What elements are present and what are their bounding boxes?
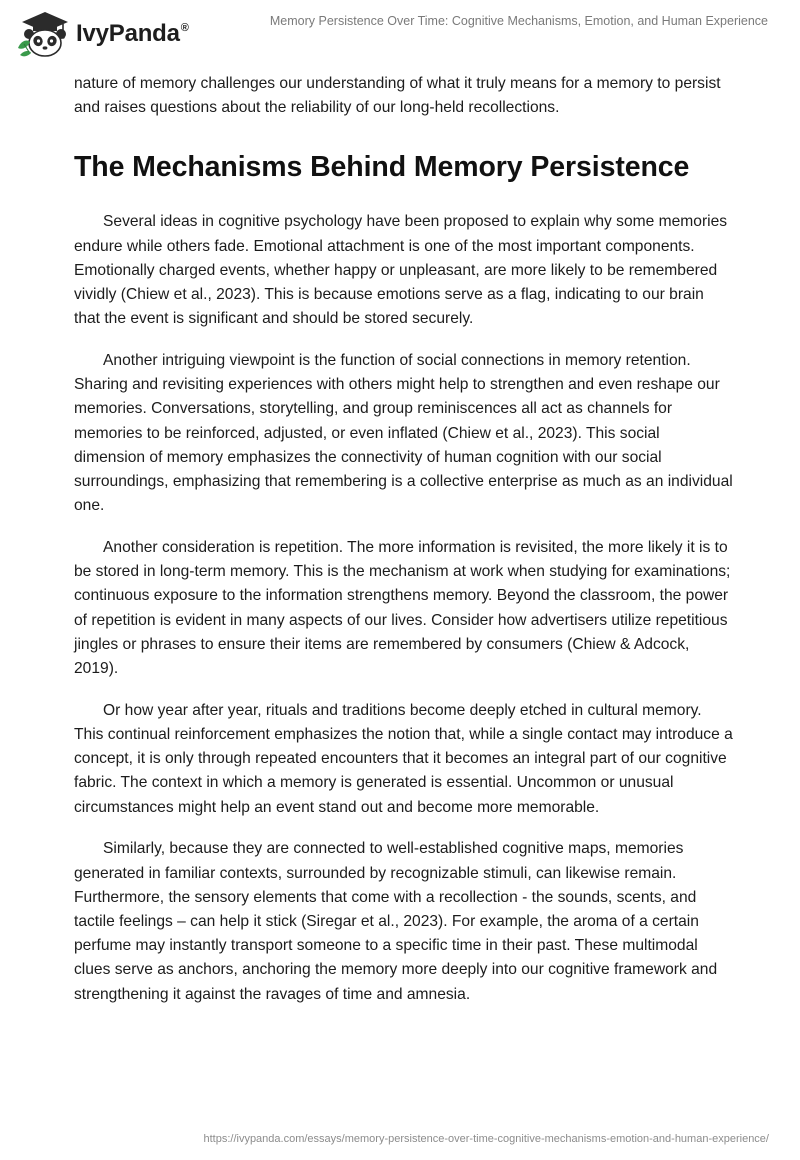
running-title: Memory Persistence Over Time: Cognitive Mechanisms, Emotion, and Human Experience (269, 14, 768, 28)
brand-name: IvyPanda® (76, 20, 189, 47)
source-url[interactable]: https://ivypanda.com/essays/memory-persistence-over-time-cognitive-mechanisms-emotion-and-human-experience/ (203, 1133, 769, 1145)
registered-mark: ® (180, 22, 189, 34)
graduation-cap-panda-icon (14, 8, 74, 58)
essay-content (74, 72, 734, 1007)
section-title: The Mechanisms Behind Memory Persistence (74, 151, 690, 184)
paragraph-4: Or how year after year, rituals and traditions become deeply etched in cultural memory. This continual reinforcement emphasizes the notion that, while a single contact may introduce a concept, it is only through repeated encounters that it becomes an integral part of our cognitive fabric. The context in which a memory is generated is essential. Uncommon or unusual circumstances might help an event stand out and become more memorable. (74, 701, 733, 816)
ivypanda-logo[interactable] (14, 8, 189, 58)
paragraph-5: Similarly, because they are connected to well-established cognitive maps, memories generated in familiar contexts, surrounded by recognizable stimuli, can likewise remain. Furthermore, the sensory elements that come with a recollection - the sounds, scents, and tactile feelings – can help it stick (Siregar et al., 2023). For example, the aroma of a certain perfume may instantly transport someone to a specific time in their past. These multimodal clues serve as anchors, anchoring the memory more deeply into our cognitive framework and strengthening it against the ravages of time and amnesia. (74, 840, 718, 1003)
page-header (0, 0, 800, 62)
paragraph-1: Several ideas in cognitive psychology have been proposed to explain why some memories endure while others fade. Emotional attachment is one of the most important components. Emotionally charged events, whether happy or unpleasant, are more likely to be remembered vividly (Chiew et al., 2023). This is because emotions serve as a flag, indicating to our brain that the event is significant and should be stored securely. (74, 213, 728, 328)
paragraph-2: Another intriguing viewpoint is the function of social connections in memory retention. Sharing and revisiting experiences with others might help to strengthen and even reshape our memories. Conversations, storytelling, and group reminiscences all act as channels for memories to be reinforced, adjusted, or even inflated (Chiew et al., 2023). This social dimension of memory emphasizes the connectivity of human cognition with our social surroundings, emphasizing that remembering is a collective enterprise as much as an individual one. (74, 352, 733, 515)
lead-paragraph: nature of memory challenges our understanding of what it truly means for a memory to persist and raises questions about the reliability of our long-held recollections. (74, 75, 721, 117)
paragraph-3: Another consideration is repetition. The more information is revisited, the more likely it is to be stored in long-term memory. This is the mechanism at work when studying for examinations; continuous exposure to the information strengthens memory. Beyond the classroom, the power of repetition is evident in many aspects of our lives. Consider how advertisers utilize repetitious jingles or phrases to ensure their items are remembered by consumers (Chiew & Adcock, 2019). (74, 539, 731, 678)
